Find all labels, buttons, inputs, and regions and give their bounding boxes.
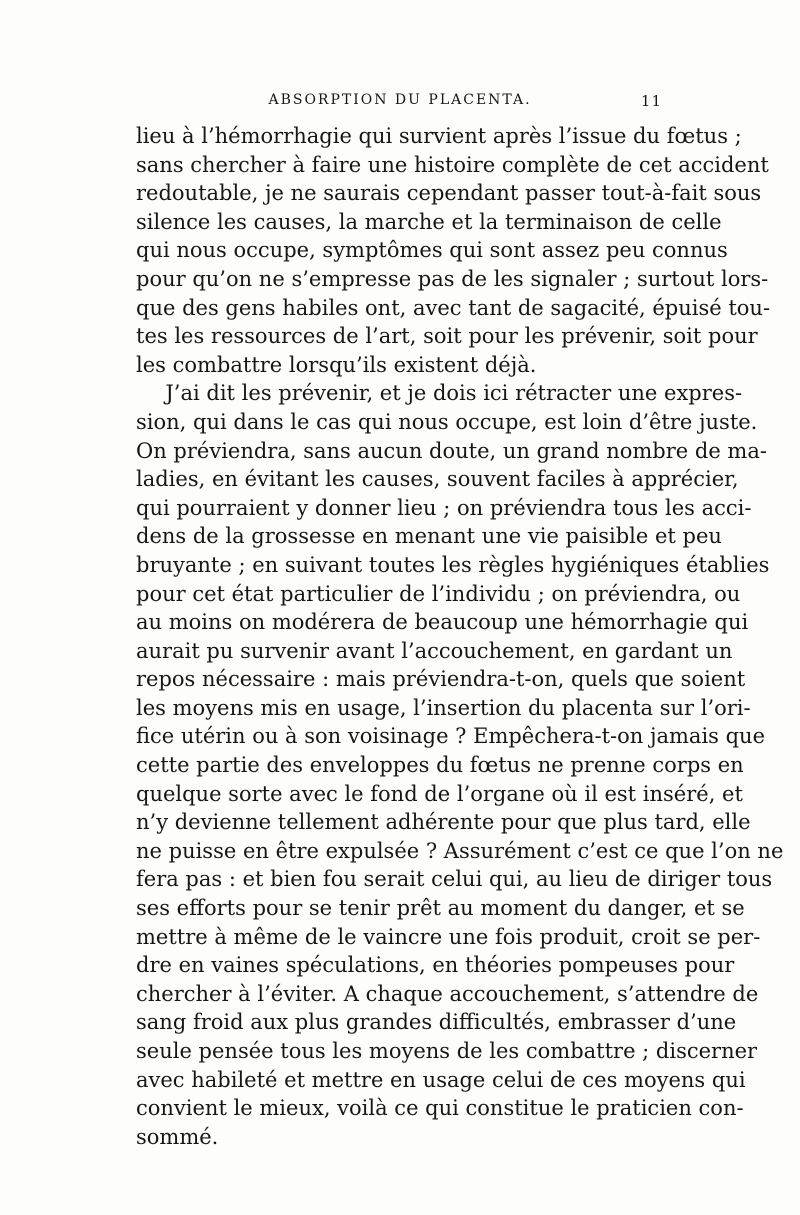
text-line: fera pas : et bien fou serait celui qui, au lieu de diriger tous [136,867,773,892]
text-line: au moins on modérera de beaucoup une hémorrhagie qui [136,610,749,635]
text-line: chercher à l’éviter. A chaque accouchement, s’attendre de [136,981,759,1006]
body-text [136,122,784,1151]
running-title: ABSORPTION DU PLACENTA. [268,92,532,108]
text-line: fice utérin ou à son voisinage ? Empêchera-t-on jamais que [136,724,766,749]
text-line: cette partie des enveloppes du fœtus ne prenne corps en [136,753,744,778]
paragraph-start-line: J’ai dit les prévenir, et je dois ici rétracter une expres- [165,381,743,406]
text-line: qui nous occupe, symptômes qui sont assez peu connus [136,238,728,263]
text-line: ladies, en évitant les causes, souvent faciles à apprécier, [136,467,739,492]
text-line: repos nécessaire : mais préviendra-t-on, quels que soient [136,667,746,692]
text-line: pour cet état particulier de l’individu ; on préviendra, ou [136,581,741,606]
text-line: les combattre lorsqu’ils existent déjà. [136,352,537,377]
text-line: ses efforts pour se tenir prêt au moment du danger, et se [136,896,745,921]
text-line: que des gens habiles ont, avec tant de sagacité, épuisé tou- [136,295,771,320]
text-line: On préviendra, sans aucun doute, un grand nombre de ma- [136,438,767,463]
text-line: redoutable, je ne saurais cependant passer tout-à-fait sous [136,181,762,206]
text-line: aurait pu survenir avant l’accouchement, en gardant un [136,638,733,663]
text-line: avec habileté et mettre en usage celui de ces moyens qui [136,1067,746,1092]
text-line: pour qu’on ne s’empresse pas de les signaler ; surtout lors- [136,266,769,291]
text-line: silence les causes, la marche et la terminaison de celle [136,209,722,234]
text-line: dre en vaines spéculations, en théories pompeuses pour [136,953,735,978]
text-line: quelque sorte avec le fond de l’organe où il est inséré, et [136,781,743,806]
text-line: tes les ressources de l’art, soit pour les prévenir, soit pour [136,324,758,349]
running-head [134,92,666,114]
text-line: dens de la grossesse en menant une vie paisible et peu [136,524,722,549]
text-line: sommé. [136,1124,219,1149]
text-line: convient le mieux, voilà ce qui constitue le praticien con- [136,1096,744,1121]
text-line: n’y devienne tellement adhérente pour que plus tard, elle [136,810,751,835]
text-line: sion, qui dans le cas qui nous occupe, est loin d’être juste. [136,409,758,434]
text-line: seule pensée tous les moyens de les combattre ; discerner [136,1039,758,1063]
page-number: 11 [640,92,662,110]
text-line: ne puisse en être expulsée ? Assurément c’est ce que l’on ne [136,838,784,863]
text-line: qui pourraient y donner lieu ; on préviendra tous les acci- [136,495,752,520]
text-line: mettre à même de le vaincre une fois produit, croit se per- [136,924,761,949]
text-line: bruyante ; en suivant toutes les règles hygiéniques établies [136,552,770,577]
text-line: sang froid aux plus grandes difficultés, embrasser d’une [136,1010,737,1035]
text-line: les moyens mis en usage, l’insertion du placenta sur l’ori- [136,695,751,720]
text-line: lieu à l’hémorrhagie qui survient après l’issue du fœtus ; [136,124,742,148]
text-line: sans chercher à faire une histoire complète de cet accident [136,152,769,177]
